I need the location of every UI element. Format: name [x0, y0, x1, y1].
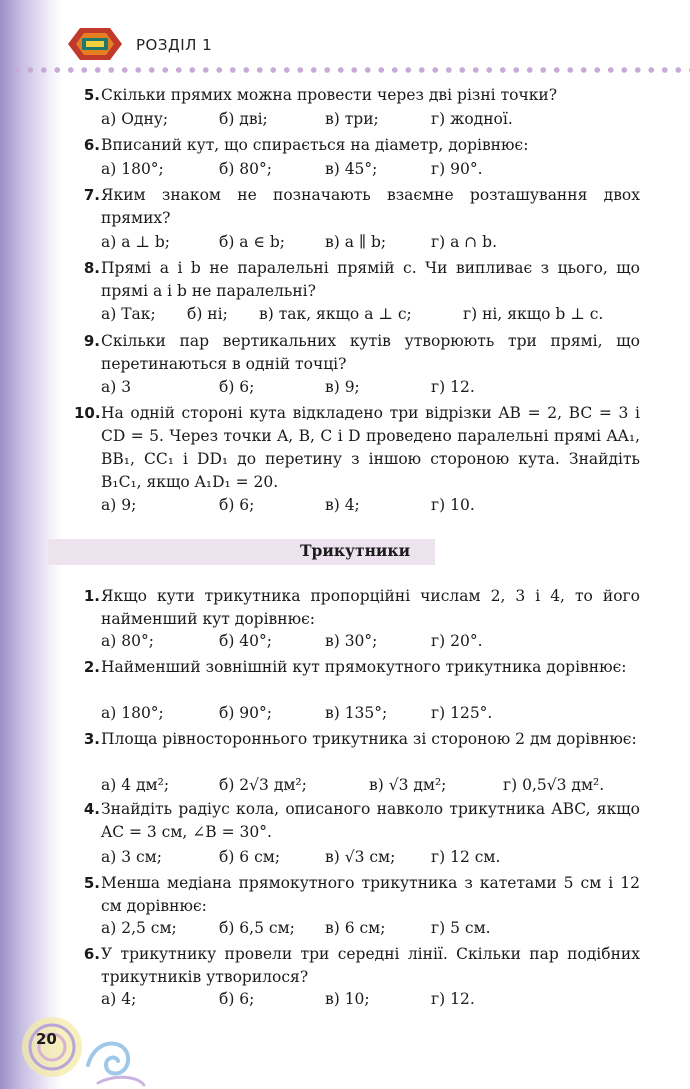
option-b: б) 6;: [219, 990, 255, 1008]
option-a: а) 2,5 см;: [101, 919, 177, 937]
question-number: 6.: [83, 945, 100, 963]
question-4: [74, 798, 640, 844]
question-8: [74, 257, 640, 303]
answer-options: [101, 108, 641, 131]
option-a: а) Так;: [101, 305, 156, 323]
option-d: г) 12.: [431, 378, 475, 396]
question-text: Площа рівностороннього трикутника зі стороною 2 дм дорівнює:: [101, 730, 637, 748]
option-c: в) 45°;: [325, 160, 378, 178]
answer-options: [101, 988, 641, 1011]
question-2: [74, 656, 640, 679]
option-b: б) a ∈ b;: [219, 233, 286, 251]
question-text: Скільки прямих можна провести через дві різні точки?: [101, 86, 558, 104]
option-b: б) 40°;: [219, 632, 273, 650]
question-number: 1.: [83, 587, 100, 605]
option-a: а) 3: [101, 378, 132, 396]
answer-options: [101, 774, 641, 797]
option-d: г) 12.: [431, 990, 475, 1008]
option-d: г) 0,5√3 дм².: [503, 776, 605, 794]
question-6b: [74, 943, 640, 989]
answer-options: [101, 158, 641, 181]
dotted-divider: [10, 66, 690, 74]
question-number: 2.: [83, 658, 100, 676]
option-c: в) √3 см;: [325, 848, 396, 866]
question-text: Знайдіть радіус кола, описаного навколо трикутника ABC, якщо AC = 3 см, ∠B = 30°.: [101, 800, 640, 841]
option-c: в) 135°;: [325, 704, 388, 722]
option-c: в) три;: [325, 110, 379, 128]
option-a: а) 4;: [101, 990, 137, 1008]
question-number: 10.: [74, 404, 101, 422]
question-10: [74, 402, 640, 494]
chapter-title: РОЗДІЛ 1: [136, 36, 213, 54]
question-text: На одній стороні кута відкладено три відрізки AB = 2, BC = 3 і CD = 5. Через точки A, B, C і D проведено паралельні прямі AA₁, BB₁, CC₁ і DD₁ до перетину з іншою стороною кута. Знайдіть B₁C₁, якщо A₁D₁ = 20.: [101, 404, 640, 491]
chapter-logo-icon: [66, 26, 124, 62]
option-c: в) √3 дм²;: [369, 776, 447, 794]
question-text: Вписаний кут, що спирається на діаметр, дорівнює:: [101, 136, 529, 154]
option-a: а) Одну;: [101, 110, 169, 128]
answer-options: [101, 494, 641, 517]
option-b: б) 90°;: [219, 704, 273, 722]
page-number: 20: [36, 1030, 57, 1048]
question-number: 5.: [83, 86, 100, 104]
question-number: 9.: [83, 332, 100, 350]
question-text: Якщо кути трикутника пропорційні числам 2, 3 і 4, то його найменший кут дорівнює:: [101, 587, 640, 628]
question-9: [74, 330, 640, 376]
option-b: б) 2√3 дм²;: [219, 776, 307, 794]
option-b: б) ні;: [187, 305, 228, 323]
answer-options: [101, 231, 641, 254]
option-d: г) a ∩ b.: [431, 233, 498, 251]
option-a: а) 9;: [101, 496, 137, 514]
option-d: г) 12 см.: [431, 848, 501, 866]
option-a: а) 80°;: [101, 632, 154, 650]
option-d: г) 90°.: [431, 160, 483, 178]
answer-options: [101, 702, 641, 725]
option-b: б) 6,5 см;: [219, 919, 295, 937]
question-number: 7.: [83, 186, 100, 204]
option-a: а) a ⊥ b;: [101, 233, 171, 251]
question-text: Скільки пар вертикальних кутів утворюють три прямі, що перетинаються в одній точці?: [101, 332, 640, 373]
question-text: Яким знаком не позначають взаємне розташування двох прямих?: [101, 186, 640, 227]
option-d: г) 5 см.: [431, 919, 491, 937]
option-d: г) 20°.: [431, 632, 483, 650]
question-text: Менша медіана прямокутного трикутника з катетами 5 см і 12 см дорівнює:: [101, 874, 640, 915]
option-d: г) 125°.: [431, 704, 493, 722]
question-5b: [74, 872, 640, 918]
decorative-swirl-icon: [10, 1005, 150, 1089]
answer-options: [101, 630, 641, 653]
option-d: г) жодної.: [431, 110, 513, 128]
question-5: [74, 84, 640, 107]
question-text: Прямі a і b не паралельні прямій c. Чи випливає з цього, що прямі a і b не паралельні?: [101, 259, 640, 300]
option-c: в) 9;: [325, 378, 360, 396]
option-d: г) 10.: [431, 496, 475, 514]
left-decorative-band: [0, 0, 48, 1089]
option-b: б) дві;: [219, 110, 268, 128]
option-b: б) 6 см;: [219, 848, 281, 866]
option-c: в) 10;: [325, 990, 370, 1008]
question-3: [74, 728, 640, 751]
answer-options: [101, 303, 641, 326]
option-c: в) так, якщо a ⊥ c;: [259, 305, 412, 323]
question-number: 8.: [83, 259, 100, 277]
option-a: а) 4 дм²;: [101, 776, 170, 794]
option-b: б) 80°;: [219, 160, 273, 178]
option-b: б) 6;: [219, 378, 255, 396]
option-d: г) ні, якщо b ⊥ c.: [463, 305, 604, 323]
question-1: [74, 585, 640, 631]
question-number: 3.: [83, 730, 100, 748]
option-c: в) 30°;: [325, 632, 378, 650]
option-c: в) a ∥ b;: [325, 233, 387, 251]
question-number: 5.: [83, 874, 100, 892]
answer-options: [101, 846, 641, 869]
option-a: а) 3 см;: [101, 848, 162, 866]
question-text: Найменший зовнішній кут прямокутного трикутника дорівнює:: [101, 658, 627, 676]
section-title: Трикутники: [300, 541, 411, 560]
question-number: 6.: [83, 136, 100, 154]
option-c: в) 6 см;: [325, 919, 386, 937]
question-text: У трикутнику провели три середні лінії. Скільки пар подібних трикутників утворилося?: [101, 945, 640, 986]
answer-options: [101, 917, 641, 940]
option-a: а) 180°;: [101, 160, 164, 178]
question-6: [74, 134, 640, 157]
option-a: а) 180°;: [101, 704, 164, 722]
answer-options: [101, 376, 641, 399]
option-c: в) 4;: [325, 496, 360, 514]
question-7: [74, 184, 640, 230]
question-number: 4.: [83, 800, 100, 818]
option-b: б) 6;: [219, 496, 255, 514]
